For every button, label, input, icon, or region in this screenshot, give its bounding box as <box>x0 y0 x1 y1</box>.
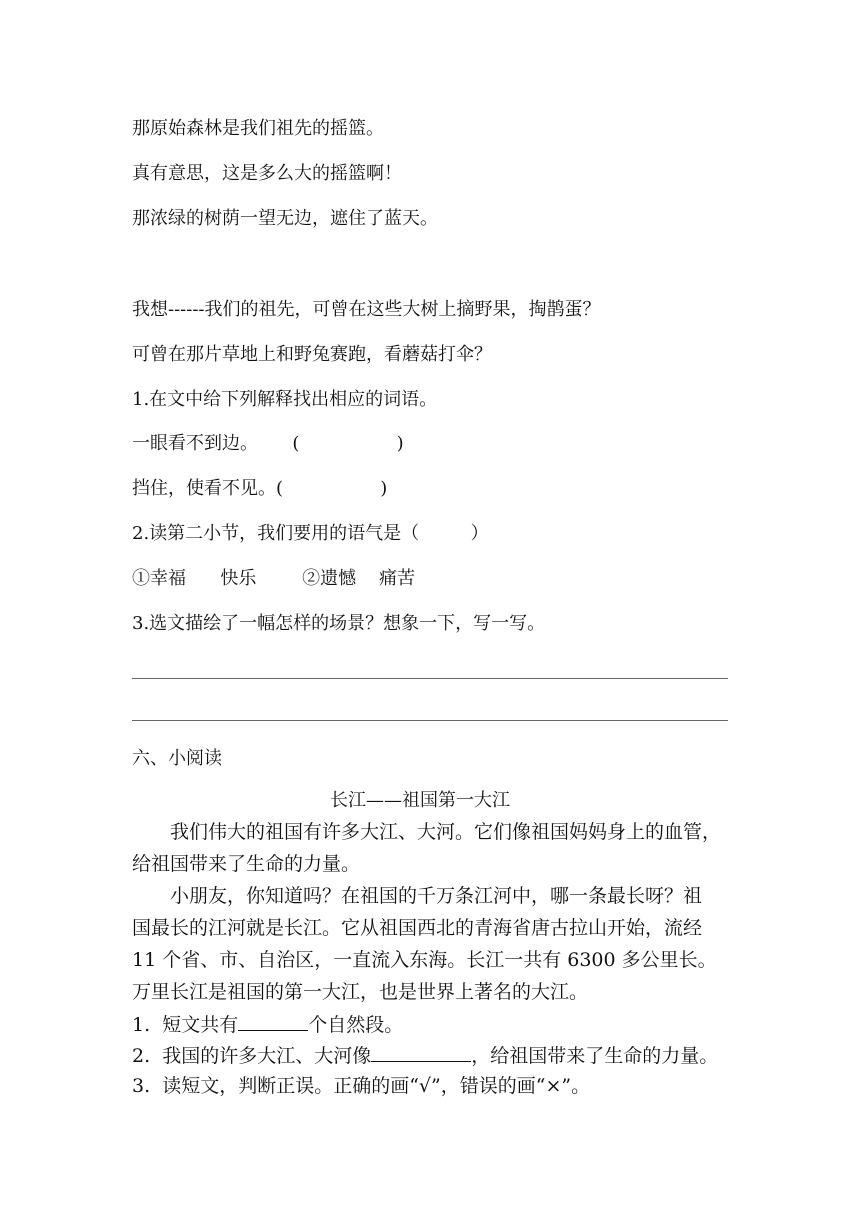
passage-question-2-suffix: ，给祖国带来了生命的力量。 <box>471 1045 719 1067</box>
poem-line-1: 那原始森林是我们祖先的摇篮。 <box>132 118 384 139</box>
passage-question-2-blank[interactable] <box>371 1043 471 1062</box>
passage-question-1 <box>132 1012 403 1037</box>
poem-line-5: 可曾在那片草地上和野兔赛跑，看蘑菇打伞？ <box>132 344 492 365</box>
section-heading: 六、小阅读 <box>132 748 222 769</box>
paragraph-1-line-2: 给祖国带来了生命的力量。 <box>132 853 361 875</box>
passage-question-1-prefix: 1. 短文共有 <box>132 1014 239 1036</box>
paragraph-2-line-1: 小朋友，你知道吗？在祖国的千万条江河中，哪一条最长呀？祖 <box>170 885 703 907</box>
question-1-item-b: 挡住，使看不见。( ) <box>132 478 388 499</box>
paragraph-2-line-4: 万里长江是祖国的第一大江，也是世界上著名的大江。 <box>132 981 589 1003</box>
passage-question-2 <box>132 1043 718 1068</box>
question-1: 1.在文中给下列解释找出相应的词语。 <box>132 389 438 410</box>
poem-line-4: 我想------我们的祖先，可曾在这些大树上摘野果，掏鹊蛋？ <box>132 299 601 320</box>
passage-title: 长江——祖国第一大江 <box>330 790 510 811</box>
question-3: 3.选文描绘了一幅怎样的场景？想象一下，写一写。 <box>132 613 546 634</box>
paragraph-2-line-3: 11 个省、市、自治区，一直流入东海。长江一共有 6300 多公里长。 <box>132 949 717 971</box>
poem-line-2: 真有意思，这是多么大的摇篮啊！ <box>132 163 402 184</box>
poem-line-3: 那浓绿的树荫一望无边，遮住了蓝天。 <box>132 208 438 229</box>
passage-question-1-blank[interactable] <box>238 1012 308 1031</box>
answer-line-1[interactable] <box>132 678 728 679</box>
question-2-options: ①幸福 快乐 ②遗憾 痛苦 <box>132 568 415 589</box>
question-1-item-a: 一眼看不到边。 ( ) <box>132 433 404 454</box>
question-2: 2.读第二小节，我们要用的语气是（ ） <box>132 523 489 544</box>
passage-question-1-suffix: 个自然段。 <box>308 1014 404 1036</box>
paragraph-2-line-2: 国最长的江河就是长江。它从祖国西北的青海省唐古拉山开始，流经 <box>132 917 703 939</box>
answer-line-2[interactable] <box>132 720 728 721</box>
passage-question-2-prefix: 2. 我国的许多大江、大河像 <box>132 1045 372 1067</box>
passage-question-3: 3. 读短文，判断正误。正确的画“√”，错误的画“×”。 <box>132 1075 591 1097</box>
paragraph-1-line-1: 我们伟大的祖国有许多大江、大河。它们像祖国妈妈身上的血管， <box>170 821 722 843</box>
